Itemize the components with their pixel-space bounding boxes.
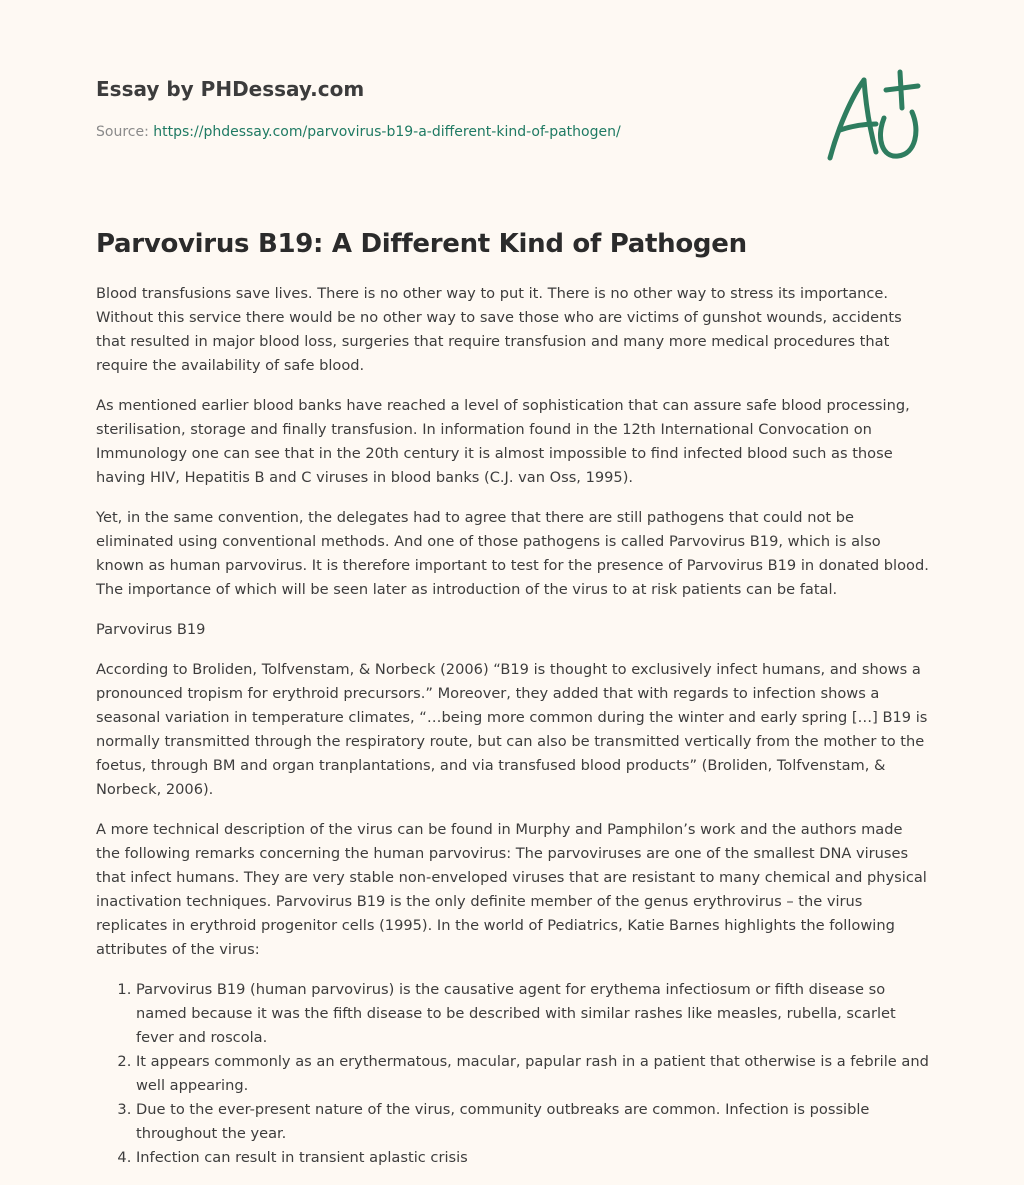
site-brand: Essay by PHDessay.com	[96, 77, 365, 101]
source-label: Source:	[96, 124, 154, 140]
article-body	[96, 224, 930, 1170]
section-heading: Parvovirus B19	[96, 621, 206, 638]
list-item: 2. It appears commonly as an erythermatous, macular, papular rash in a patient that otherwise is a febrile and well appearing.	[136, 1050, 930, 1098]
list-item: 3. Due to the ever-present nature of the virus, community outbreaks are common. Infection is possible throughout the year.	[136, 1098, 930, 1146]
paragraph: Blood transfusions save lives. There is no other way to put it. There is no other way to stress its importance. Without this service there would be no other way to save those who are victims of gunshot wounds, accidents that resulted in major blood loss, surgeries that require transfusion and many more medical procedures that require the availability of safe blood.	[96, 285, 902, 374]
paragraph: As mentioned earlier blood banks have reached a level of sophistication that can assure safe blood processing, sterilisation, storage and finally transfusion. In information found in the 12th International Convocation on Immunology one can see that in the 20th century it is almost impossible to find infected blood such as those having HIV, Hepatitis B and C viruses in blood banks (C.J. van Oss, 1995).	[96, 397, 910, 486]
a-plus-logo-icon	[820, 68, 930, 168]
page-title: Parvovirus B19: A Different Kind of Pathogen	[96, 229, 747, 259]
list-item: 4. Infection can result in transient aplastic crisis	[136, 1146, 930, 1170]
paragraph: According to Broliden, Tolfvenstam, & Norbeck (2006) “B19 is thought to exclusively infect humans, and shows a pronounced tropism for erythroid precursors.” Moreover, they added that with regards to infection shows a seasonal variation in temperature climates, “…being more common during the winter and early spring […] B19 is normally transmitted through the respiratory route, but can also be transmitted vertically from the mother to the foetus, through BM and organ tranplantations, and via transfused blood products” (Broliden, Tolfvenstam, & Norbeck, 2006).	[96, 661, 928, 798]
paragraph: A more technical description of the virus can be found in Murphy and Pamphilon’s work and the authors made the following remarks concerning the human parvovirus: The parvoviruses are one of the smallest DNA viruses that infect humans. They are very stable non-enveloped viruses that are resistant to many chemical and physical inactivation techniques. Parvovirus B19 is the only definite member of the genus erythrovirus – the virus replicates in erythroid progenitor cells (1995). In the world of Pediatrics, Katie Barnes highlights the following attributes of the virus:	[96, 821, 927, 958]
paragraph: Yet, in the same convention, the delegates had to agree that there are still pathogens that could not be eliminated using conventional methods. And one of those pathogens is called Parvovirus B19, which is also known as human parvovirus. It is therefore important to test for the presence of Parvovirus B19 in donated blood. The importance of which will be seen later as introduction of the virus to at risk patients can be fatal.	[96, 509, 929, 598]
essay-header	[96, 74, 796, 142]
attribute-list	[96, 978, 930, 1170]
source-line	[96, 122, 796, 142]
source-link[interactable]: https://phdessay.com/parvovirus-b19-a-different-kind-of-pathogen/	[153, 124, 621, 140]
list-item: 1. Parvovirus B19 (human parvovirus) is the causative agent for erythema infectiosum or fifth disease so named because it was the fifth disease to be described with similar rashes like measles, rubella, scarlet fever and roscola.	[136, 978, 930, 1050]
